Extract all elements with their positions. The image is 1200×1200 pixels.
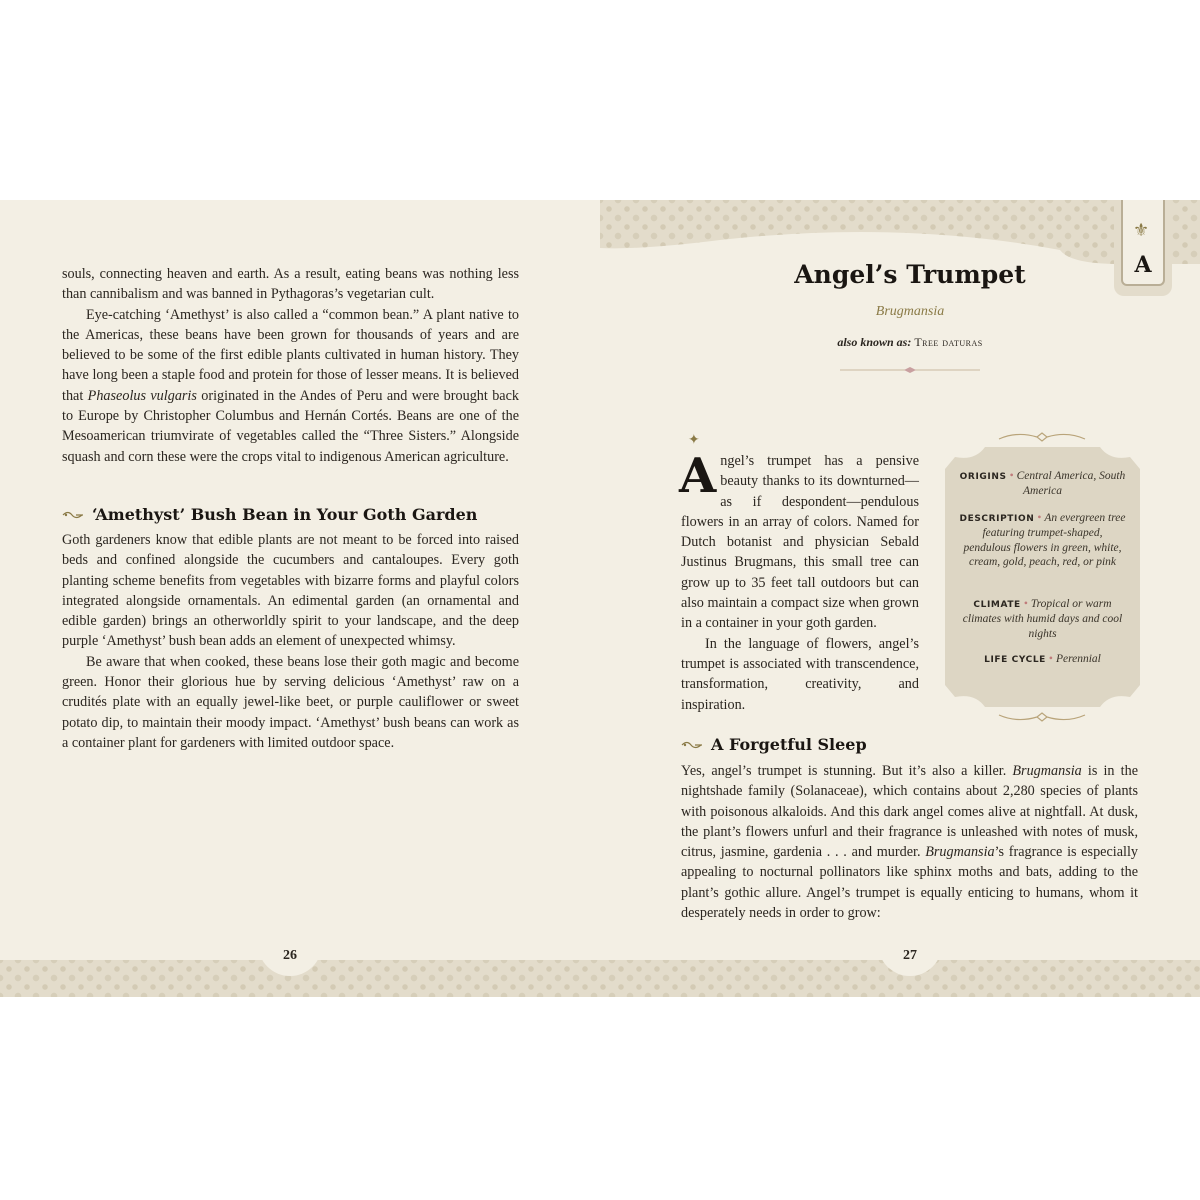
- intro-text: [679, 448, 919, 715]
- latin-name: Brugmansia: [875, 304, 945, 319]
- section-heading-left: ‘Amethyst’ Bush Bean in Your Goth Garden: [62, 505, 477, 524]
- paragraph: Goth gardeners know that edible plants are not meant to be forced into raised beds and confined alongside the cucumbers and cantaloupes. Every goth planting scheme benefits from vegetables with bizarre forms and playful colors integrated alongside ornamentals. An edimental garden (an ornamental and edible garden) brings an otherworldly spirit to your landscape, and the deep purple ‘Amethyst’ bush bean adds an element of unexpected whimsy.: [62, 532, 519, 650]
- left-body-bottom: [62, 530, 519, 753]
- paragraph: In the language of flowers, angel’s trumpet is associated with transcendence, transformation, creativity, and inspiration.: [681, 635, 919, 713]
- also-known-as: also known as: Tree daturas: [837, 335, 983, 349]
- right-body-bottom: [681, 761, 1138, 923]
- ornament-icon: [997, 711, 1087, 723]
- paragraph: Yes, angel’s trumpet is stunning. But it’s also a killer. Brugmansia is in the nightshade family (Solanaceae), which contains about 2,280 species of plants with poisonous alkaloids. And this dark angel comes alive at nightfall. At dusk, the plant’s flowers unfurl and their fragrance is unleashed with notes of musk, citrus, jasmine, gardenia . . . and murder. Brugmansia’s fragrance is especially appealing to nocturnal pollinators like sphinx moths and bats, adding to the plant’s gothic allure. Angel’s trumpet is equally enticing to humans, whom it desperately needs in order to grow:: [681, 763, 1138, 922]
- entry-title: Angel’s Trumpet: [794, 260, 1026, 289]
- ornament-icon: [997, 431, 1087, 443]
- paragraph: Be aware that when cooked, these beans lose their goth magic and become green. Honor their glorious hue by serving delicious ‘Amethyst’ raw on a crudités plate with an equally jewel-like beet, or purple cauliflower or sweet potato dip, to maintain their moody impact. ‘Amethyst’ bush beans can work as a container plant for gardeners with limited outdoor space.: [62, 653, 519, 751]
- flourish-icon: [681, 740, 703, 750]
- paragraph: Eye-catching ‘Amethyst’ is also called a “common bean.” A plant native to the Americas, these beans have been grown for thousands of years and are believed to be some of the first edible plants cultivated in human history. They have long been a staple food and protein for those of lesser means. It is believed that Phaseolus vulgaris originated in the Andes of Peru and were brought back to Europe by Christopher Columbus and Hernán Cortés. Beans are one of the Mesoamerican triumvirate of vegetables called the “Three Sisters.” Alongside squash and corn these were the crops vital to indigenous American agriculture.: [62, 306, 519, 465]
- drop-cap: A: [679, 448, 717, 504]
- sidebar-description: DESCRIPTION • An evergreen tree featuring trumpet-shaped, pendulous flowers in green, white, cream, gold, peach, red, or pink: [959, 512, 1126, 569]
- page-number: 26: [283, 948, 297, 963]
- fleur-icon: ⚜: [1133, 220, 1150, 240]
- sidebar-life-cycle: LIFE CYCLE • Perennial: [984, 653, 1101, 665]
- plant-facts-sidebar: [945, 447, 1140, 707]
- letter-tab-label: A: [1134, 252, 1152, 278]
- footer-damask-band: [0, 960, 1200, 997]
- sidebar-climate: CLIMATE • Tropical or warm climates with humid days and cool nights: [962, 598, 1123, 640]
- section-heading-right: A Forgetful Sleep: [681, 735, 867, 754]
- paragraph: souls, connecting heaven and earth. As a result, eating beans was nothing less than cannibalism and was banned in Pythagoras’s vegetarian cult.: [62, 266, 519, 303]
- divider-ornament: [840, 367, 980, 373]
- paragraph: Angel’s trumpet has a pensive beauty thanks to its downturned—as if despondent—pendulous flowers in an array of colors. Named for Dutch botanist and physician Sebald Justinus Brugmans, this small tree can grow up to 35 feet tall outdoors but can also maintain a compact size when grown in a container in your goth garden.: [679, 448, 919, 632]
- left-body-top: [62, 264, 519, 467]
- page-number: 27: [903, 948, 917, 963]
- sparkle-icon: ✦: [688, 433, 700, 448]
- flourish-icon: [62, 510, 84, 520]
- sidebar-origins: ORIGINS • Central America, South America: [959, 470, 1126, 498]
